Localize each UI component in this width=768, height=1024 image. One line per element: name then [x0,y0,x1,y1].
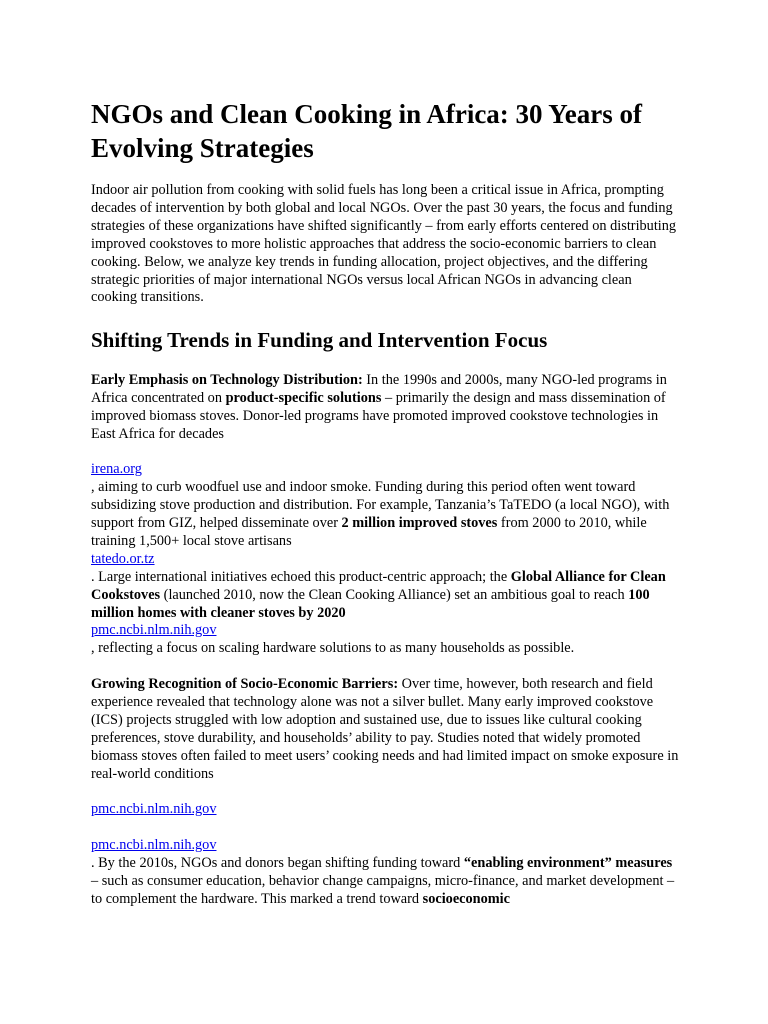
paragraph-global-alliance: . Large international initiatives echoed this product-centric approach; the Global Alliance for Clean Cookstoves (launched 2010, now the Clean Cooking Alliance) set an ambitious goal to reach 100 million homes with cleaner stoves by 2020 [91,569,666,621]
paragraph-tatedo: , aiming to curb woodfuel use and indoor smoke. Funding during this period often went toward subsidizing stove production and distribution. For example, Tanzania’s TaTEDO (a local NGO), with support from GIZ, helped disseminate over 2 million improved stoves from 2000 to 2010, while training 1,500+ local stove artisans [91,479,670,549]
link-pmc-3[interactable]: pmc.ncbi.nlm.nih.gov [91,837,217,853]
link-pmc-2[interactable]: pmc.ncbi.nlm.nih.gov [91,801,217,817]
link-tatedo[interactable]: tatedo.or.tz [91,551,155,567]
paragraph-lead: Growing Recognition of Socio-Economic Barriers: [91,676,399,692]
intro-paragraph: Indoor air pollution from cooking with solid fuels has long been a critical issue in Africa, prompting decades of intervention by both global and local NGOs. Over the past 30 years, the focus and funding strategies of these organizations have shifted significantly – from early efforts centered on distributing improved cookstoves to more holistic approaches that address the socio-economic barriers to clean cooking. Below, we analyze key trends in funding allocation, project objectives, and the differing strategic priorities of major international NGOs versus local African NGOs in advancing clean cooking transitions. [91,182,677,306]
paragraph-enabling-environment: . By the 2010s, NGOs and donors began shifting funding toward “enabling environment” measures – such as consumer education, behavior change campaigns, micro-finance, and market development – to complement the hardware. This marked a trend toward socioeconomic [91,855,675,907]
paragraph-technology-distribution: Early Emphasis on Technology Distribution: In the 1990s and 2000s, many NGO-led programs in Africa concentrated on product-specific solutions – primarily the design and mass dissemination of improved biomass stoves. Donor-led programs have promoted improved cookstove technologies in East Africa for decades [91,372,667,442]
paragraph-socio-economic-barriers: Growing Recognition of Socio-Economic Barriers: Over time, however, both research and field experience revealed that technology alone was not a silver bullet. Many early improved cookstove (ICS) projects struggled with low adoption and sustained use, due to issues like cultural cooking preferences, stove durability, and households’ ability to pay. Studies noted that widely promoted biomass stoves often failed to meet users’ cooking needs and had limited impact on smoke exposure in real-world conditions [91,676,679,782]
link-irena[interactable]: irena.org [91,461,142,477]
section-heading: Shifting Trends in Funding and Intervention Focus [91,328,548,352]
page-title: NGOs and Clean Cooking in Africa: 30 Years of Evolving Strategies [91,99,643,163]
paragraph-scaling-hardware: , reflecting a focus on scaling hardware solutions to as many households as possible. [91,640,575,656]
paragraph-lead: Early Emphasis on Technology Distribution: [91,372,363,388]
link-pmc-1[interactable]: pmc.ncbi.nlm.nih.gov [91,622,217,638]
